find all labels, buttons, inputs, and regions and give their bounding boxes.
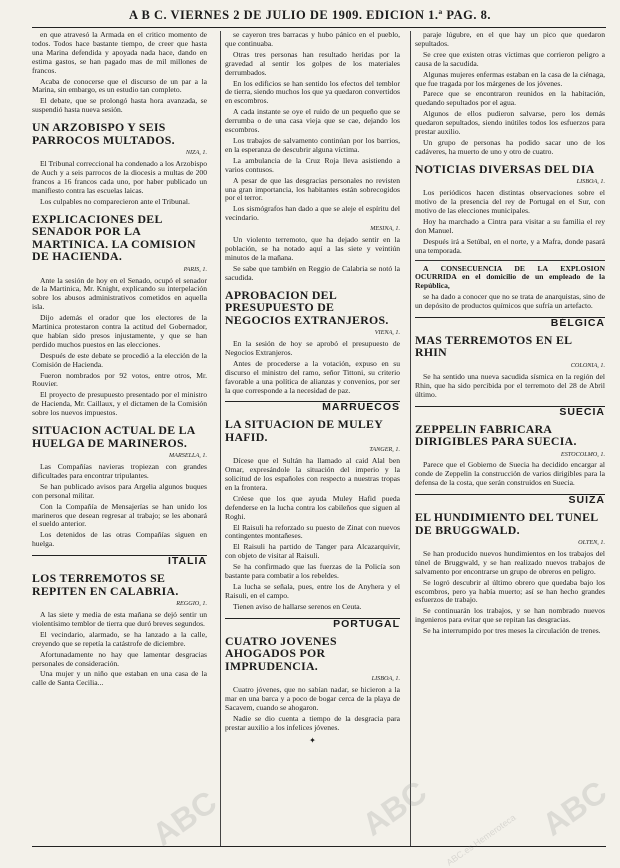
paragraph: El Raisuli ha reforzado su puesto de Zinat con nuevos contingentes montañeses. bbox=[225, 522, 400, 541]
paragraph: El Raisuli ha partido de Tanger para Alcazarquivir, con objeto de visitar al Raisuli. bbox=[225, 542, 400, 561]
watermark-logo: ABC bbox=[535, 773, 614, 843]
dateline: TANGER, 1. bbox=[369, 446, 400, 454]
paragraph: Después de este debate se procedió a la elección de la Comisión de Hacienda. bbox=[32, 350, 207, 369]
page-header: A B C. VIERNES 2 DE JULIO DE 1909. EDICION 1.ª PAG. 8. bbox=[129, 8, 491, 22]
paragraph: Los detenidos de las otras Compañías siguen en huelga. bbox=[32, 530, 207, 549]
headline: LA SITUACION DE MULEY HAFID. bbox=[225, 417, 383, 444]
dateline: ESTOCOLMO, 1. bbox=[560, 450, 605, 458]
paragraph: Con la Compañía de Mensajerías se han unido los marineros que desean regresar al trabajo; se les abonará el sueldo anterior. bbox=[32, 501, 207, 529]
headline: EXPLICACIONES DEL SENADOR POR LA MARTINICA. LA COMISION DE HACIENDA. bbox=[32, 211, 196, 264]
paragraph: Los trabajos de salvamento continúan por los barrios, en la esperanza de descubrir alguna víctima. bbox=[225, 135, 400, 154]
paragraph: Fueron nombrados por 92 votos, entre otros, Mr. Rouvier. bbox=[32, 370, 207, 389]
dateline: REGGIO, 1. bbox=[176, 600, 207, 608]
paragraph: Se logró descubrir al último obrero que quedaba bajo los escombros, pero ya había muerto; así se han hecho grandes esfuerzos de trabajo. bbox=[415, 577, 605, 605]
column-1 bbox=[32, 31, 207, 690]
paragraph: Se han publicado avisos para Argelia algunos buques con personal militar. bbox=[32, 481, 207, 500]
paragraph: El debate, que se prolongó hasta hora avanzada, se suspendió hasta nueva sesión. bbox=[32, 96, 207, 115]
paragraph: Acaba de conocerse que el discurso de un par a la Marina, sin embargo, es un estudio tan completo. bbox=[32, 76, 207, 95]
paragraph: Algunos de ellos pudieron salvarse, pero los demás quedaron sepultados, siendo inútiles todos los esfuerzos para prestar auxilio. bbox=[415, 109, 605, 137]
paragraph: Antes de procederse a la votación, expuso en su discurso el ministro del ramo, señor Tittoni, su criterio favorable a una política de alianzas y convenios, por ser la que corresponde a la necesidad de paz. bbox=[225, 358, 400, 395]
paragraph: Las Compañías navieras tropiezan con grandes dificultades para encontrar tripulantes. bbox=[32, 462, 207, 480]
paragraph: en que atravesó la Armada en el critico momento de todos. Todos hace bastante tiempo, de creer que hasta una Marina defendida y apoyada nada hace, dando en estima gastos, se han pagado mas de mil millones de francos. bbox=[32, 31, 207, 75]
column-2 bbox=[225, 31, 400, 745]
paragraph: Se ha sentido una nueva sacudida sísmica en la región del Rhin, que ha sido percibida por el terremoto del 28 de Abril último. bbox=[415, 371, 605, 399]
dateline: COLONIA, 1. bbox=[570, 361, 605, 369]
paragraph: Los periódicos hacen distintas observaciones sobre el motivo de la presencia del rey de Portugal en el Sur, con motivo de las elecciones municipales. bbox=[415, 188, 605, 215]
headline: APROBACION DEL PRESUPUESTO DE NEGOCIOS EXTRANJEROS. bbox=[225, 287, 389, 327]
paragraph: En la sesión de hoy se aprobó el presupuesto de Negocios Extranjeros. bbox=[225, 338, 400, 357]
paragraph: La lucha se señala, pues, entre los de Anyhera y el Raisuli, en el campo. bbox=[225, 582, 400, 600]
dateline: MESINA, 1. bbox=[370, 225, 400, 233]
paragraph: Se ha interrumpido por tres meses la circulación de trenes. bbox=[423, 626, 601, 636]
headline: LOS TERREMOTOS SE REPITEN EN CALABRIA. bbox=[32, 571, 179, 598]
section-label: ITALIA bbox=[32, 555, 207, 566]
end-mark-icon: ✦ bbox=[309, 735, 316, 745]
paragraph: Una mujer y un niño que estaban en una casa de la calle de Santa Cecilia... bbox=[32, 669, 207, 688]
paragraph: Después irá a Setúbal, en el norte, y a Mafra, donde pasará una temporada. bbox=[415, 236, 605, 255]
paragraph: Parece que se encontraron reunidos en la habitación, quedando sepultados por el agua. bbox=[415, 89, 605, 108]
paragraph: Parece que el Gobierno de Suecia ha decidido encargar al conde de Zeppelin la construcción de varios dirigibles para la defensa de la costa, que serán construidos en Suecia. bbox=[415, 460, 605, 488]
dateline: PARIS, 1. bbox=[183, 265, 207, 273]
headline: EL HUNDIMIENTO DEL TUNEL DE BRUGGWALD. bbox=[415, 510, 598, 537]
paragraph: A cada instante se oye el ruido de un pequeño que se derrumba o de una casa vieja que se cae, dejando los escombros. bbox=[225, 107, 400, 135]
paragraph: se cayeron tres barracas y hubo pánico en el pueblo, que continuaba. bbox=[225, 31, 400, 48]
headline: SITUACION ACTUAL DE LA HUELGA DE MARINEROS. bbox=[32, 423, 195, 450]
paragraph: El proyecto de presupuesto presentado por el ministro de Hacienda, Mr. Caillaux, y el dictamen de la Comisión sobre los nuevos impuestos. bbox=[32, 390, 207, 418]
section-label: SUIZA bbox=[415, 494, 605, 505]
headline: CUATRO JOVENES AHOGADOS POR IMPRUDENCIA. bbox=[225, 633, 337, 673]
headline: UN ARZOBISPO Y SEIS PARROCOS MULTADOS. bbox=[32, 120, 175, 147]
watermark-logo: ABC bbox=[355, 773, 434, 843]
paragraph: La ambulancia de la Cruz Roja lleva asistiendo a varios contusos. bbox=[225, 155, 400, 174]
headline: ZEPPELIN FABRICARA DIRIGIBLES PARA SUECIA. bbox=[415, 421, 577, 448]
paragraph: Los culpables no comparecieron ante el Tribunal. bbox=[40, 196, 190, 206]
column-divider bbox=[220, 31, 221, 846]
paragraph: En los edificios se han sentido los efectos del temblor de tierra, siendo muchos los que ya quedaron convertidos en escombros. bbox=[225, 78, 400, 106]
dateline: OLTEN, 1. bbox=[578, 539, 605, 547]
watermark-logo: ABC bbox=[145, 783, 224, 853]
dateline: LISBOA, 1. bbox=[576, 178, 605, 186]
paragraph: se ha dado a conocer que no se trata de anarquistas, sino de un depósito de productos químicos que sufría un artefacto. bbox=[415, 292, 605, 311]
paragraph: Se cree que existen otras víctimas que corrieron peligro a causa de la sacudida. bbox=[415, 49, 605, 68]
paragraph: A pesar de que las desgracias personales no revisten una gran importancia, los habitantes están sobrecogidos por el terror. bbox=[225, 175, 400, 203]
paragraph: Los sismógrafos han dado a que se aleje el espíritu del vecindario. bbox=[225, 204, 400, 223]
headline: MAS TERREMOTOS EN EL RHIN bbox=[415, 332, 572, 360]
section-label: SUECIA bbox=[415, 406, 605, 417]
paragraph: Algunas mujeres enfermas estaban en la casa de la ciénaga, que fue tragada por los márgenes de los jóvenes. bbox=[415, 69, 605, 88]
section-label: BÉLGICA bbox=[415, 317, 605, 328]
section-label: MARRUECOS bbox=[225, 401, 400, 412]
paragraph: Afortunadamente no hay que lamentar desgracias personales de consideración. bbox=[32, 649, 207, 668]
paragraph: Un grupo de personas ha podido sacar uno de los cadáveres, ha muerto de uno y otro de cuatro. bbox=[415, 137, 605, 156]
paragraph: Se continuarán los trabajos, y se han nombrado nuevos ingenieros para evitar que se repitan las desgracias. bbox=[415, 606, 605, 625]
dateline: LISBOA, 1. bbox=[371, 675, 400, 683]
paragraph: Otras tres personas han resultado heridas por la gravedad al sentir los golpes de los materiales derrumbados. bbox=[225, 49, 400, 77]
column-3 bbox=[415, 31, 605, 638]
paragraph: Ante la sesión de hoy en el Senado, ocupó el senador de la Martinica, Mr. Knight, explicando su interpelación sobre los abusos administrativos cometidos en aquella isla. bbox=[32, 275, 207, 312]
headline: NOTICIAS DIVERSAS DEL DIA bbox=[415, 161, 595, 176]
paragraph: El Tribunal correccional ha condenado a los Arzobispo de Auch y a seis parrocos de la diocesis a multas de 200 francos a 16 francos cada uno, por haber publicado un manifiesto contra las escuelas laicas. bbox=[32, 159, 207, 195]
header-rule bbox=[32, 27, 606, 28]
paragraph: Tienen aviso de hallarse serenos en Ceuta. bbox=[233, 601, 362, 611]
paragraph: Nadie se dio cuenta a tiempo de la desgracia para prestar auxilio a los infelices jóvenes. bbox=[225, 713, 400, 732]
column-divider bbox=[410, 31, 411, 846]
paragraph: Hoy ha marchado a Cintra para visitar a su familia el rey don Manuel. bbox=[415, 216, 605, 235]
paragraph: Se ha confirmado que las fuerzas de la Policía son bastante para combatir a los rebeldes. bbox=[225, 562, 400, 581]
paragraph: Dijo además el orador que los electores de la Martinica protestaron contra la actitud del Gobernador, que habían sido presos injustamente, y que se han perdido muchos puestos en las elecciones. bbox=[32, 313, 207, 349]
paragraph: paraje lúgubre, en el que hay un pico que quedaron sepultados. bbox=[415, 31, 605, 48]
paragraph: A las siete y media de esta mañana se dejó sentir un violentísimo temblor de tierra que duró breves segundos. bbox=[32, 609, 207, 628]
paragraph: Créese que los que ayuda Muley Hafid pueda defenderse en la lucha contra los cabileños que siguen al Roghi. bbox=[225, 493, 400, 521]
paragraph: Dícese que el Sultán ha llamado al caid Alal ben Omar, expresándole la situación del imperio y la solicitud de los españoles con respecto a nuestras tropas en la frontera. bbox=[225, 456, 400, 492]
watermark-text: ABC.es Hemeroteca bbox=[444, 812, 518, 868]
dateline: NIZA, 1. bbox=[185, 149, 207, 157]
footer-rule bbox=[32, 846, 606, 847]
paragraph: Se han producido nuevos hundimientos en los trabajos del túnel de Bruggwald, y se han realizado nuevos trabajos de salvamento por encontrarse un grupo de obreros en peligro. bbox=[415, 548, 605, 576]
dateline: MARSELLA, 1. bbox=[169, 452, 207, 460]
paragraph: Se sabe que también en Reggio de Calabria se notó la sacudida. bbox=[225, 263, 400, 282]
section-label: PORTUGAL bbox=[225, 618, 400, 629]
divider bbox=[415, 260, 605, 261]
dateline: VIENA, 1. bbox=[374, 329, 400, 337]
paragraph: El vecindario, alarmado, se ha lanzado a la calle, creyendo que se repetía la catástrofe de diciembre. bbox=[32, 629, 207, 648]
paragraph: Cuatro jóvenes, que no sabían nadar, se hicieron a la mar en una barca y a poco de bogar cerca de la playa de Sacavem, cuando se ahogaron. bbox=[225, 685, 400, 712]
paragraph: A CONSECUENCIA DE LA EXPLOSION OCURRIDA en el domicilio de un empleado de la República, bbox=[415, 263, 605, 291]
paragraph: Un violento terremoto, que ha dejado sentir en la población, se ha notado aquí a las siete y veintiún minutos de la mañana. bbox=[225, 235, 400, 262]
